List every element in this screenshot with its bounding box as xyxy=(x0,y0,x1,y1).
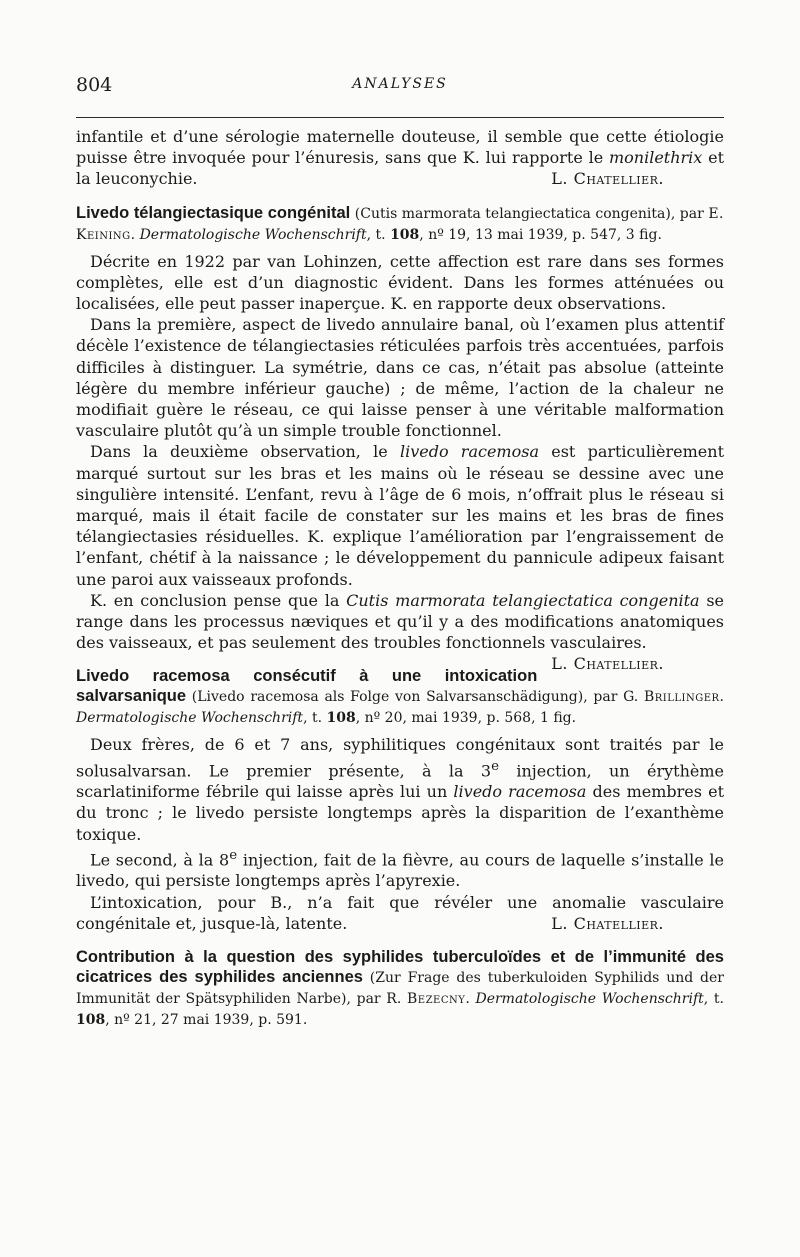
entry-heading xyxy=(76,666,724,728)
paragraph xyxy=(76,441,724,589)
ref-t: , t. xyxy=(703,990,724,1007)
article-body xyxy=(76,126,724,1030)
ref-post: , nº 20, mai 1939, p. 568, 1 fig. xyxy=(355,710,577,727)
author: Brillinger xyxy=(643,689,720,706)
italic-term: Cutis marmorata telangiectatica congenita xyxy=(346,590,700,610)
volume: 108 xyxy=(76,1011,106,1028)
signature: L. Chatellier. xyxy=(551,169,664,189)
text: injection, un érythème scarlatiniforme fébrile qui laisse après lui un xyxy=(76,761,725,802)
text: Deux frères, de 6 et 7 ans, syphilitiques congénitaux sont traités par le solusalvarsan. Le premier présente, à la 3 xyxy=(76,735,724,780)
paragraph: Dans la première, aspect de livedo annulaire banal, où l’examen plus attentif décèle l’existence de télangiectasies réticulées parfois très accentuées, parfois difficiles à distinguer. La symétrie, dans ce cas, n’était pas absolue (atteinte légère du membre inférieur gauche) ; de même, l’action de la chaleur ne modifiait guère le réseau, ce qui laisse penser à une véritable malformation vasculaire plutôt qu’à un simple trouble fonctionnel. xyxy=(76,315,724,441)
carryover-text-end: et la leuconychie. xyxy=(76,148,724,189)
journal: Dermatologische Wochenschrift xyxy=(475,990,704,1007)
carryover-text: infantile et d’une sérologie maternelle douteuse, il semble que cette étiologie puisse être invoquée pour l’énuresis, sans que K. lui rapporte le xyxy=(76,127,724,168)
paragraph xyxy=(76,734,724,844)
running-head xyxy=(76,74,724,100)
ref-text: (Livedo racemosa als Folge von Salvarsanschädigung), par G. xyxy=(186,689,644,706)
italic-term: livedo racemosa xyxy=(399,442,539,462)
header-rule xyxy=(76,117,724,118)
ref-post: , nº 19, 13 mai 1939, p. 547, 3 fig. xyxy=(419,226,662,243)
entry-title: Contribution à la question des syphilides tuberculoïdes et de l’immunité des cicatrices des syphilides anciennes xyxy=(76,947,724,986)
text: des membres et du tronc ; le livedo persiste longtemps après la disparition de l’exanthème toxique. xyxy=(76,782,724,844)
superscript: e xyxy=(491,758,499,774)
text: Le second, à la 8 xyxy=(90,850,230,870)
text: se range dans les processus næviques et qu’il y a des modifications anatomiques des vaisseaux, et pas seulement des troubles fonctionnels vasculaires. xyxy=(76,590,725,653)
ref-sep: . xyxy=(465,990,476,1007)
signature: L. Chatellier. xyxy=(551,913,664,933)
text: est particulièrement marqué surtout sur les bras et les mains où le réseau se dessine avec une singulière intensité. L’enfant, revu à l’âge de 6 mois, n’offrait plus le réseau si marqué, mais il était facile de constater sur les mains et les bras de fines télangiectasies résiduelles. K. explique l’amélioration par l’engraissement de l’enfant, chétif à la naissance ; le développement du pannicule adipeux faisant une paroi aux vaisseaux profonds. xyxy=(76,442,725,589)
author: Bezecny xyxy=(406,990,466,1007)
entry-title: Livedo télangiectasique congénital xyxy=(76,203,351,222)
abstract-entry-3 xyxy=(76,947,724,1030)
ref-text: (Zur Frage des tuberkuloiden Syphilids und der Immunität der Spätsyphiliden Narbe), par R. xyxy=(76,969,724,1007)
text: L’intoxication, pour B., n’a fait que révéler une anomalie vasculaire congénitale et, jusque-là, latente. xyxy=(76,892,724,933)
entry-title: Livedo racemosa consécutif à une intoxication salvarsanique xyxy=(76,667,538,706)
abstract-entry-1 xyxy=(76,203,725,674)
text: injection, fait de la fièvre, au cours de laquelle s’installe le livedo, qui persiste longtemps après l’apyrexie. xyxy=(76,850,724,891)
author: E. Keining xyxy=(76,205,724,243)
italic-term: livedo racemosa xyxy=(453,782,587,802)
carryover-paragraph xyxy=(76,126,724,190)
paragraph xyxy=(76,845,724,892)
paragraph xyxy=(76,892,724,934)
carryover-italic: monilethrix xyxy=(608,148,703,168)
entry-heading xyxy=(76,203,724,245)
abstract-entry-2 xyxy=(76,666,724,933)
ref-t: , t. xyxy=(303,710,327,727)
running-title: ANALYSES xyxy=(352,76,448,92)
superscript: e xyxy=(229,847,238,863)
ref-sep: . xyxy=(719,689,724,706)
journal: Dermatologische Wochenschrift xyxy=(139,226,367,243)
volume: 108 xyxy=(390,226,420,243)
text: Dans la deuxième observation, le xyxy=(90,442,400,462)
signature: L. Chatellier. xyxy=(551,654,664,674)
journal: Dermatologische Wochenschrift xyxy=(76,710,304,727)
ref-text: (Cutis marmorata telangiectatica congenita), par xyxy=(350,205,709,222)
entry-heading xyxy=(76,947,724,1030)
paragraph: Décrite en 1922 par van Lohinzen, cette affection est rare dans ses formes complètes, elle est d’un diagnostic évident. Dans les formes atténuées ou localisées, elle peut passer inaperçue. K. en rapporte deux observations. xyxy=(76,251,724,314)
ref-t: , t. xyxy=(366,226,391,243)
volume: 108 xyxy=(326,710,356,727)
page-number: 804 xyxy=(76,74,113,96)
ref-post: , nº 21, 27 mai 1939, p. 591. xyxy=(105,1011,308,1028)
ref-sep: . xyxy=(130,226,140,243)
text: K. en conclusion pense que la xyxy=(90,590,347,610)
paragraph xyxy=(76,590,725,674)
